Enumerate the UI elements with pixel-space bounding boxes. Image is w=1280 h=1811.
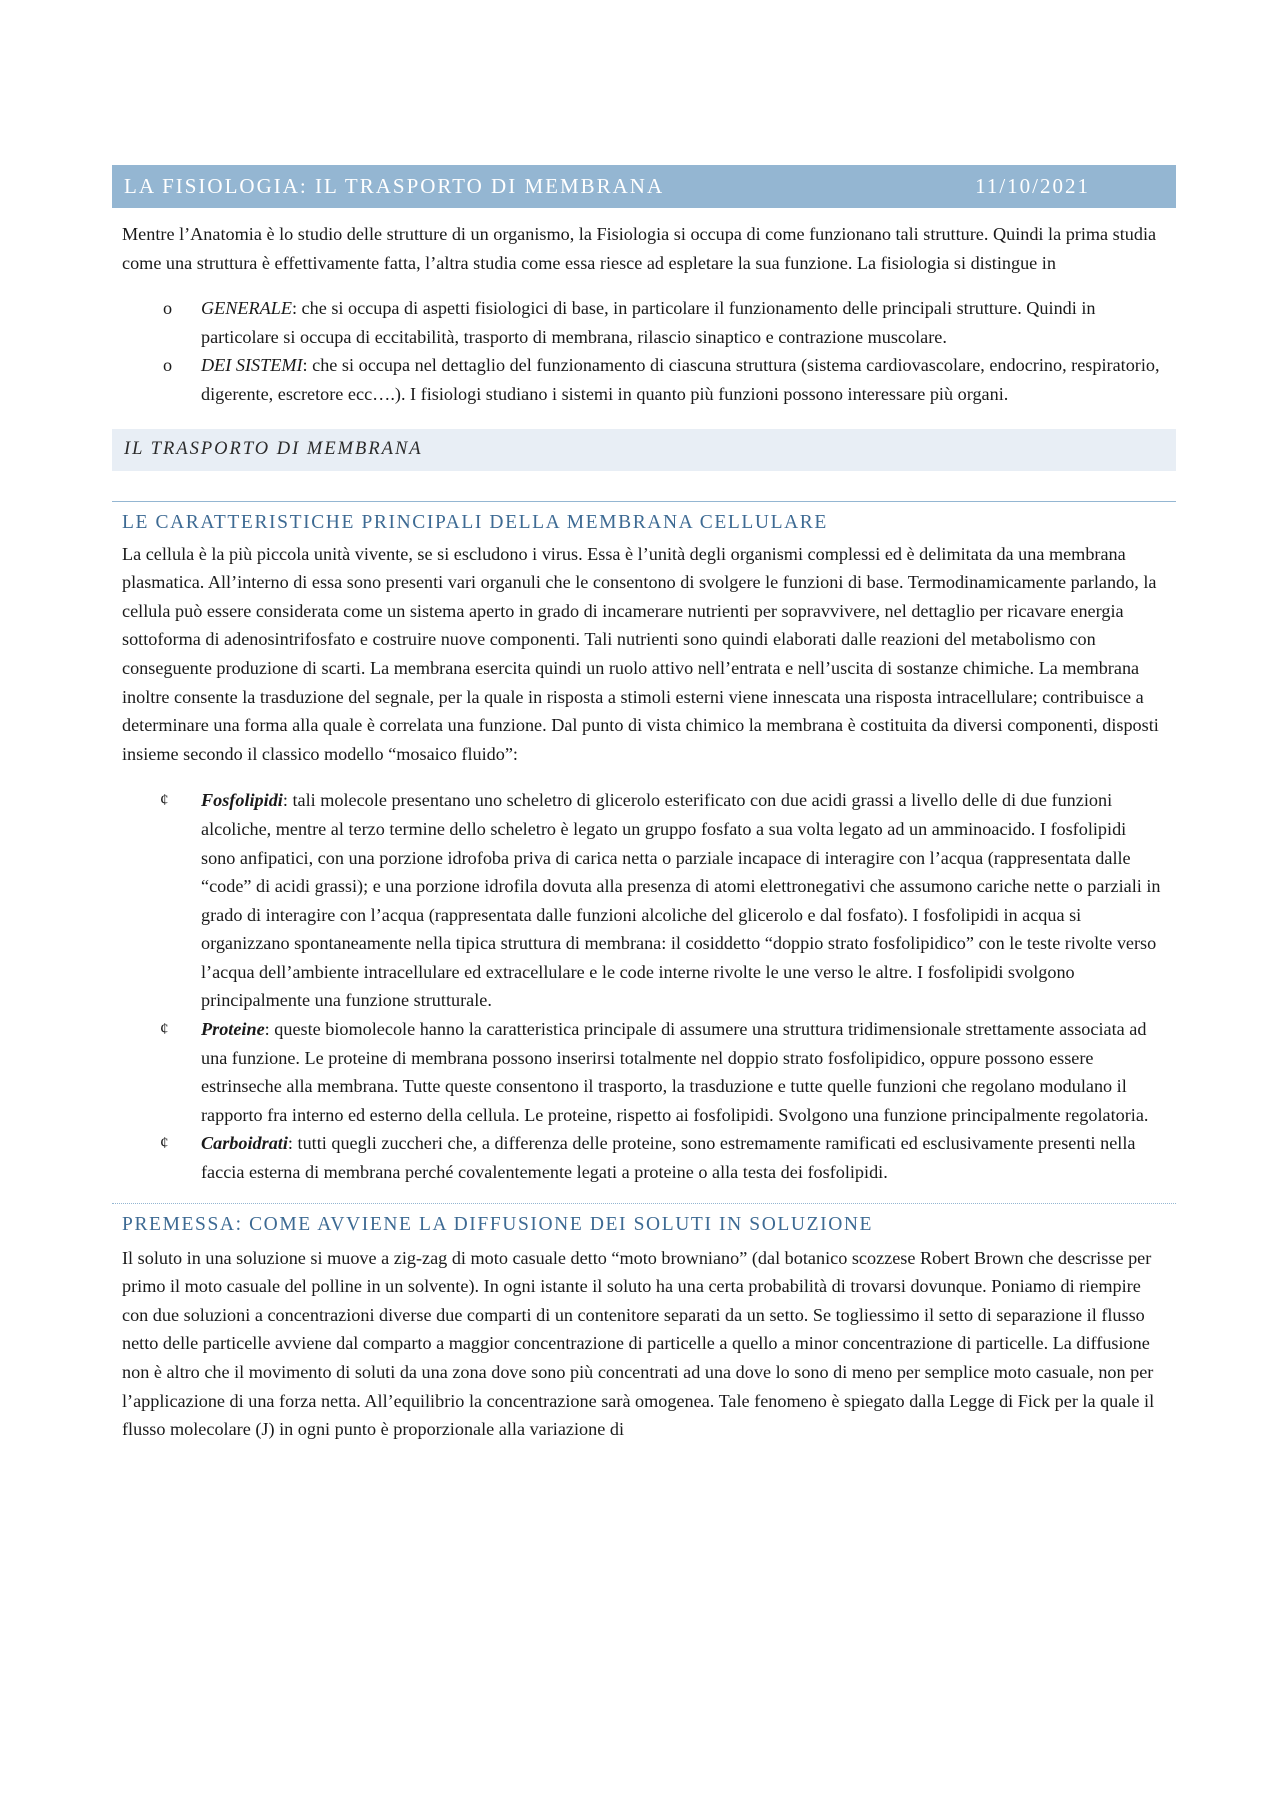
list-item: [112, 1129, 1176, 1186]
list-item: [112, 1015, 1176, 1129]
section-heading-bar: [112, 429, 1176, 471]
document-date: 11/10/2021: [975, 174, 1090, 198]
list-item-term: Proteine: [201, 1019, 265, 1040]
list-item-text: : queste biomolecole hanno la caratteristica principale di assumere una struttura tridimensionale strettamente associata ad una funzione. Le proteine di membrana possono inserirsi totalmente nel doppio strato fosfolipidico, oppure possono essere estrinseche alla membrana. Tutte queste consentono il trasporto, la trasduzione e tutte quelle funzioni che regolano modulano il rapporto fra interno ed esterno della cellula. Le proteine, rispetto ai fosfolipidi. Svolgono una funzione principalmente regolatoria.: [201, 1019, 1149, 1125]
list-item-text: : che si occupa nel dettaglio del funzionamento di ciascuna struttura (sistema cardiovascolare, endocrino, respiratorio, digerente, escretore ecc….). I fisiologi studiano i sistemi in quanto più funzioni possono interessare più organi.: [201, 355, 1160, 404]
section-title: IL TRASPORTO DI MEMBRANA: [124, 439, 423, 460]
list-item-term: GENERALE: [201, 298, 292, 319]
list-item: [112, 786, 1176, 1015]
membrane-components-list: [112, 786, 1176, 1186]
diffusion-paragraph: Il soluto in una soluzione si muove a zig-zag di moto casuale detto “moto browniano” (dal botanico scozzese Robert Brown che descrisse per primo il moto casuale del polline in un solvente). In ogni istante il soluto ha una certa probabilità di trovarsi dovunque. Poniamo di riempire con due soluzioni a concentrazioni diverse due comparti di un contenitore separati da un setto. Se togliessimo il setto di separazione il flusso netto delle particelle avviene dal comparto a maggior concentrazione di particelle a quello a minor concentrazione di particelle. La diffusione non è altro che il movimento di soluti da una zona dove sono più concentrati ad una dove lo sono di meno per semplice moto casuale, non per l’applicazione di una forza netta. All’equilibrio la concentrazione sarà omogenea. Tale fenomeno è spiegato dalla Legge di Fick per la quale il flusso molecolare (J) in ogni punto è proporzionale alla variazione di: [122, 1247, 1155, 1440]
document-title: LA FISIOLOGIA: IL TRASPORTO DI MEMBRANA: [124, 174, 665, 198]
membrane-paragraph: La cellula è la più piccola unità vivente, se si escludono i virus. Essa è l’unità degli organismi complessi ed è delimitata da una membrana plasmatica. All’interno di essa sono presenti vari organuli che le consentono di svolgere le funzioni di base. Termodinamicamente parlando, la cellula può essere considerata come un sistema aperto in grado di incamerare nutrienti per sopravvivere, nel dettaglio per ricavare energia sottoforma di adenosintrifosfato e costruire nuove componenti. Tali nutrienti sono quindi elaborati dalle reazioni del metabolismo con conseguente produzione di scarti. La membrana esercita quindi un ruolo attivo nell’entrata e nell’uscita di sostanze chimiche. La membrana inoltre consente la trasduzione del segnale, per la quale in risposta a stimoli esterni viene innescata una risposta intracellulare; contribuisce a determinare una forma alla quale è correlata una funzione. Dal punto di vista chimico la membrana è costituita da diversi componenti, disposti insieme secondo il classico modello “mosaico fluido”:: [122, 543, 1159, 764]
bullet-icon: ¢: [160, 1133, 169, 1153]
page-content: [112, 165, 1176, 1444]
diffusion-heading: PREMESSA: COME AVVIENE LA DIFFUSIONE DEI SOLUTI IN SOLUZIONE: [112, 1203, 1176, 1236]
circle-bullet-icon: o: [163, 298, 173, 319]
list-item-term: Fosfolipidi: [201, 790, 283, 811]
list-item-term: Carboidrati: [201, 1133, 288, 1154]
list-item-text: : tali molecole presentano uno scheletro di glicerolo esterificato con due acidi grassi a livello delle di due funzioni alcoliche, mentre al terzo termine dello scheletro è legato un gruppo fosfato a sua volta legato ad un amminoacido. I fosfolipidi sono anfipatici, con una porzione idrofoba priva di carica netta o parziale incapace di interagire con l’acqua (rappresentata dalle “code” di acidi grassi); e una porzione idrofila dovuta alla presenza di atomi elettronegativi che assumono cariche nette o parziali in grado di interagire con l’acqua (rappresentata dalle funzioni alcoliche del glicerolo e dal fosfato). I fosfolipidi in acqua si organizzano spontaneamente nella tipica struttura di membrana: il cosiddetto “doppio strato fosfolipidico” con le teste rivolte verso l’acqua dell’ambiente intracellulare ed extracellulare e le code interne rivolte le une verso le altre. I fosfolipidi svolgono principalmente una funzione strutturale.: [201, 790, 1161, 1011]
list-item-text: : tutti quegli zuccheri che, a differenza delle proteine, sono estremamente ramificati ed esclusivamente presenti nella faccia esterna di membrana perché covalentemente legati a proteine o alla testa dei fosfolipidi.: [201, 1133, 1136, 1183]
list-item: [112, 294, 1176, 351]
list-item-text: : che si occupa di aspetti fisiologici di base, in particolare il funzionamento delle principali strutture. Quindi in particolare si occupa di eccitabilità, trasporto di membrana, rilascio sinaptico e contrazione muscolare.: [201, 298, 1096, 347]
list-item: [112, 351, 1176, 408]
bullet-icon: ¢: [160, 790, 169, 810]
physiology-types-list: [112, 294, 1176, 408]
title-bar: [112, 165, 1176, 208]
list-item-term: DEI SISTEMI: [201, 355, 303, 376]
circle-bullet-icon: o: [163, 355, 173, 376]
bullet-icon: ¢: [160, 1019, 169, 1039]
intro-paragraph: Mentre l’Anatomia è lo studio delle strutture di un organismo, la Fisiologia si occupa di come funzionano tali strutture. Quindi la prima studia come una struttura è effettivamente fatta, l’altra studia come essa riesce ad espletare la sua funzione. La fisiologia si distingue in: [122, 224, 1157, 273]
membrane-heading: LE CARATTERISTICHE PRINCIPALI DELLA MEMBRANA CELLULARE: [112, 501, 1176, 534]
